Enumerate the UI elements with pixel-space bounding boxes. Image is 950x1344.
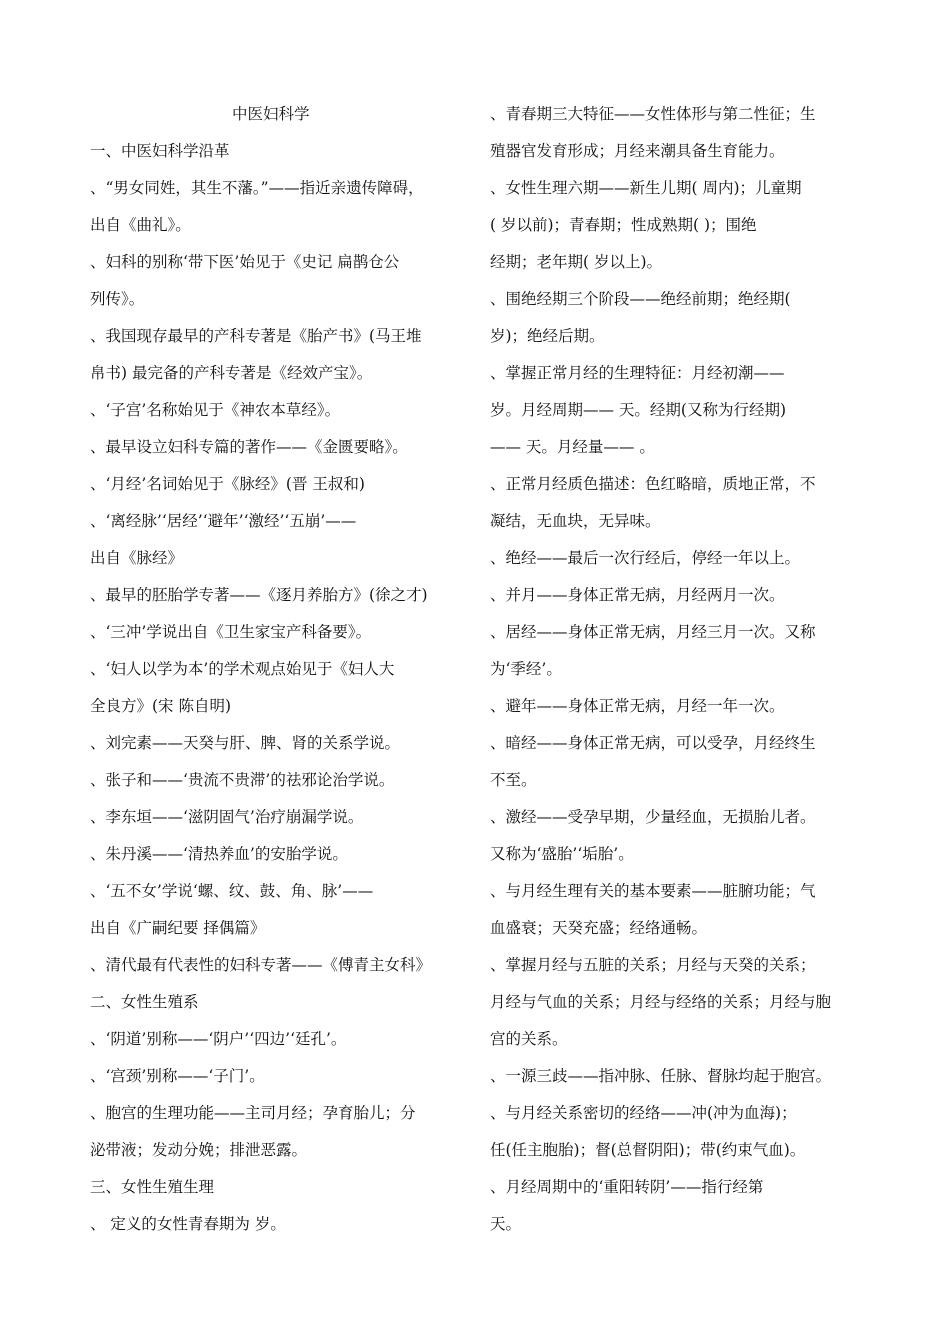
text-line: 全良方》(宋 陈自明) [90,697,232,715]
text-line: 、‘三冲’学说出自《卫生家宝产科备要》。 [90,623,372,641]
text-line: 泌带液；发动分娩；排泄恶露。 [90,1141,308,1159]
text-line: 、‘宫颈’别称——‘子门’。 [90,1067,265,1085]
text-line: 出自《脉经》 [90,549,184,567]
text-line: 宫的关系。 [490,1030,568,1048]
text-line: 任(任主胞胎)；督(总督阴阳)；带(约束气血)。 [490,1141,806,1159]
text-line: 、我国现存最早的产科专著是《胎产书》(马王堆 [90,327,422,345]
text-line: 经期；老年期( 岁以上)。 [490,253,663,271]
text-line: 、 定义的女性青春期为 岁。 [90,1215,286,1233]
text-line: 、‘五不女’学说‘螺、纹、鼓、角、脉’—— [90,882,374,900]
text-line: 、刘完素——天癸与肝、脾、肾的关系学说。 [90,734,401,752]
section-heading: 二、女性生殖系 [90,993,199,1011]
text-line: 、‘阴道’别称——‘阴户’‘四边’‘廷孔’。 [90,1030,347,1048]
text-line: 、居经——身体正常无病，月经三月一次。又称 [490,623,816,641]
text-line: 、李东垣——‘滋阴固气’治疗崩漏学说。 [90,808,364,826]
text-line: 凝结，无血块，无异味。 [490,512,661,530]
text-line: 血盛衰；天癸充盛；经络通畅。 [490,919,708,937]
text-line: 、‘离经脉’‘居经’‘避年’‘激经’‘五崩’—— [90,512,357,530]
text-line: 天。 [490,1215,522,1233]
section-heading: 三、女性生殖生理 [90,1178,215,1196]
text-line: 、一源三歧——指冲脉、任脉、督脉均起于胞宫。 [490,1067,832,1085]
text-line: 、最早的胚胎学专著——《逐月养胎方》(徐之才) [90,586,428,604]
text-line: 、围绝经期三个阶段——绝经前期；绝经期( [490,290,791,308]
text-line: 、并月——身体正常无病，月经两月一次。 [490,586,785,604]
text-line: 殖器官发育形成；月经来潮具备生育能力。 [490,142,785,160]
text-line: 帛书) 最完备的产科专著是《经效产宝》。 [90,364,373,382]
text-line: 、女性生理六期——新生儿期( 周内)；儿童期 [490,179,802,197]
text-line: 不至。 [490,771,537,789]
text-line: 岁。月经周期—— 天。经期(又称为行经期) [490,401,787,419]
text-line: ( 岁以前)；青春期；性成熟期( )；围绝 [490,216,757,234]
text-line: —— 天。月经量—— 。 [490,438,655,456]
text-line: 、‘月经’名词始见于《脉经》(晋 王叔和) [90,475,365,493]
left-column [90,96,465,1243]
text-line: 、与月经关系密切的经络——冲(冲为血海)； [490,1104,797,1122]
text-line: 、绝经——最后一次行经后，停经一年以上。 [490,549,801,567]
text-line: 、激经——受孕早期，少量经血，无损胎儿者。 [490,808,816,826]
text-line: 出自《曲礼》。 [90,216,191,234]
text-line: 月经与气血的关系；月经与经络的关系；月经与胞 [490,993,832,1011]
text-line: 又称为‘盛胎’‘垢胎’。 [490,845,634,863]
text-line: 、妇科的别称‘带下医’始见于《史记 扁鹊仓公 [90,253,400,271]
text-line: 、月经周期中的‘重阳转阴’——指行经第 [490,1178,764,1196]
text-line: 、胞宫的生理功能——主司月经；孕育胎儿；分 [90,1104,416,1122]
text-line: 列传》。 [90,290,145,308]
text-line: 、张子和——‘贵流不贵滞’的祛邪论治学说。 [90,771,395,789]
text-line: 、最早设立妇科专篇的著作——《金匮要略》。 [90,438,408,456]
text-line: 、“男女同姓，其生不藩。”——指近亲遗传障碍， [90,179,424,197]
document-title: 中医妇科学 [232,105,310,123]
text-line: 、朱丹溪——‘清热养血’的安胎学说。 [90,845,348,863]
text-line: 、清代最有代表性的妇科专著——《傅青主女科》 [90,956,432,974]
text-line: 、青春期三大特征——女性体形与第二性征；生 [490,105,816,123]
text-line: 岁)；绝经后期。 [490,327,605,345]
text-line: 、正常月经质色描述：色红略暗，质地正常，不 [490,475,816,493]
text-line: 、暗经——身体正常无病，可以受孕，月经终生 [490,734,816,752]
text-line: 、‘子宫’名称始见于《神农本草经》。 [90,401,341,419]
text-line: 为‘季经’。 [490,660,562,678]
text-line: 、与月经生理有关的基本要素——脏腑功能；气 [490,882,816,900]
text-line: 、避年——身体正常无病，月经一年一次。 [490,697,785,715]
text-line: 、‘妇人以学为本’的学术观点始见于《妇人大 [90,660,395,678]
text-line: 、掌握正常月经的生理特征：月经初潮—— [490,364,785,382]
text-line: 、掌握月经与五脏的关系；月经与天癸的关系； [490,956,816,974]
text-line: 一、中医妇科学沿革 [90,142,230,160]
text-line: 出自《广嗣纪要 择偶篇》 [90,919,266,937]
right-column [490,96,870,1243]
